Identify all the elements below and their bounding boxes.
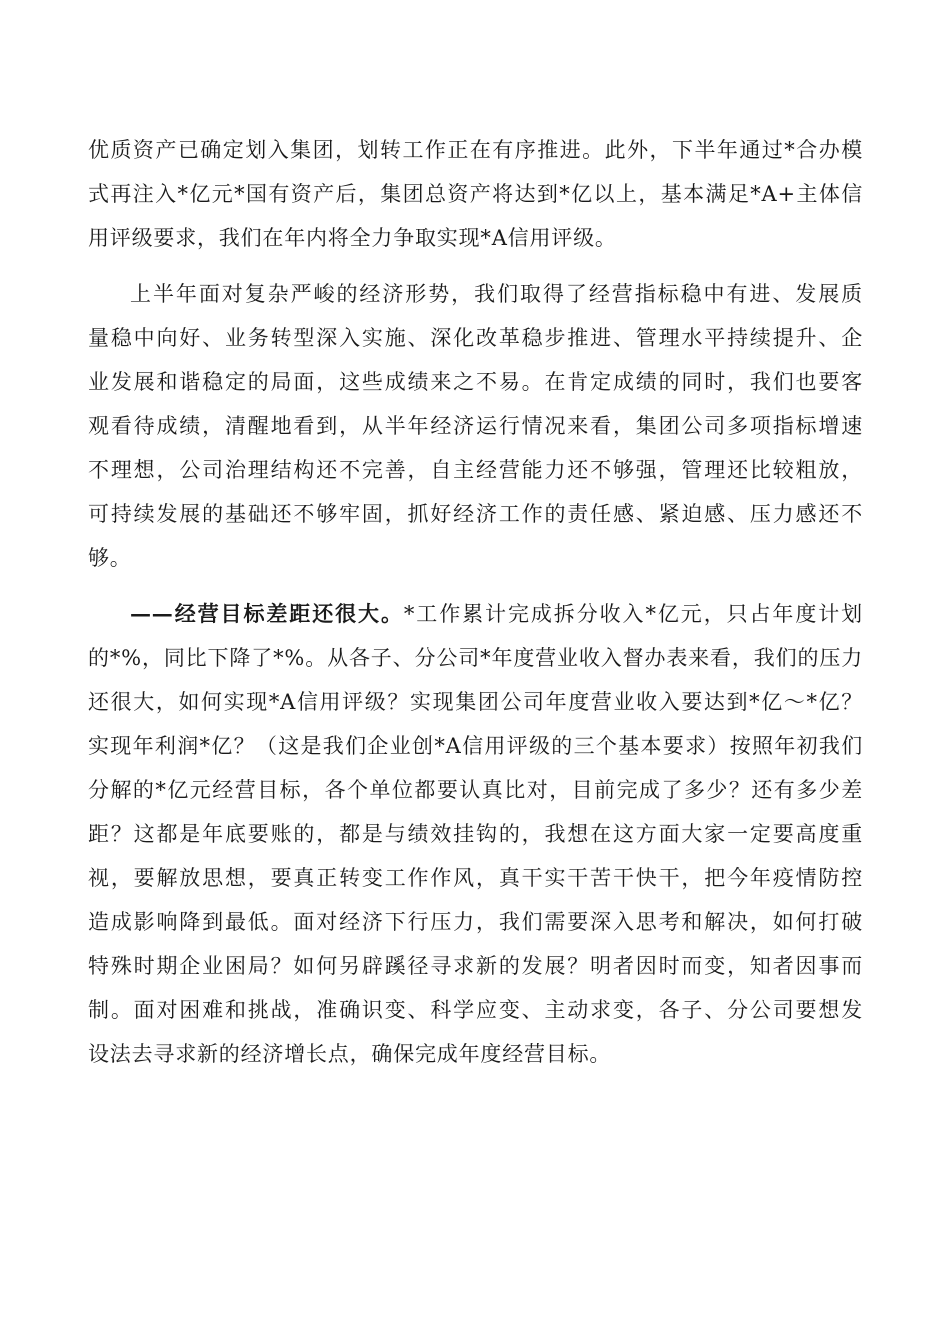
text-line: 制。面对困难和挑战，准确识变、科学应变、主动求变，各子、分公司要想发 — [88, 998, 863, 1022]
text-line: 够。 — [88, 546, 132, 570]
text-line: 观看待成绩，清醒地看到，从半年经济运行情况来看，集团公司多项指标增速 — [88, 414, 863, 438]
text-line: 还很大，如何实现*A信用评级？实现集团公司年度营业收入要达到*亿～*亿？ — [88, 690, 863, 714]
text-line: 的*%，同比下降了*%。从各子、分公司*年度营业收入督办表来看，我们的压力 — [88, 646, 863, 670]
paragraph-1 — [88, 128, 863, 260]
text-line: 用评级要求，我们在年内将全力争取实现*A信用评级。 — [88, 226, 617, 250]
text-line: 不理想，公司治理结构还不完善，自主经营能力还不够强，管理还比较粗放， — [88, 458, 863, 482]
text-line-with-heading — [88, 592, 863, 636]
text-line: 距？这都是年底要账的，都是与绩效挂钩的，我想在这方面大家一定要高度重 — [88, 822, 863, 846]
text-line: 上半年面对复杂严峻的经济形势，我们取得了经营指标稳中有进、发展质 — [130, 282, 863, 306]
text-line: 设法去寻求新的经济增长点，确保完成年度经营目标。 — [88, 1042, 612, 1066]
text-line: 式再注入*亿元*国有资产后，集团总资产将达到*亿以上，基本满足*A+主体信 — [88, 182, 863, 206]
text-line: 优质资产已确定划入集团，划转工作正在有序推进。此外，下半年通过*合办模 — [88, 138, 863, 162]
paragraph-2 — [88, 272, 863, 580]
text-line: 实现年利润*亿？（这是我们企业创*A信用评级的三个基本要求）按照年初我们 — [88, 734, 863, 758]
text-line: 量稳中向好、业务转型深入实施、深化改革稳步推进、管理水平持续提升、企 — [88, 326, 863, 350]
section-heading: ——经营目标差距还很大。 — [130, 601, 404, 626]
text-line: 业发展和谐稳定的局面，这些成绩来之不易。在肯定成绩的同时，我们也要客 — [88, 370, 863, 394]
text-line-rest: *工作累计完成拆分收入*亿元，只占年度计划 — [403, 602, 863, 626]
text-line: 特殊时期企业困局？如何另辟蹊径寻求新的发展？明者因时而变，知者因事而 — [88, 954, 863, 978]
text-line: 分解的*亿元经营目标，各个单位都要认真比对，目前完成了多少？还有多少差 — [88, 778, 863, 802]
paragraph-3 — [88, 592, 863, 1076]
document-page — [88, 128, 863, 1088]
text-line: 可持续发展的基础还不够牢固，抓好经济工作的责任感、紧迫感、压力感还不 — [88, 502, 863, 526]
text-line: 视，要解放思想，要真正转变工作作风，真干实干苦干快干，把今年疫情防控 — [88, 866, 863, 890]
text-line: 造成影响降到最低。面对经济下行压力，我们需要深入思考和解决，如何打破 — [88, 910, 863, 934]
